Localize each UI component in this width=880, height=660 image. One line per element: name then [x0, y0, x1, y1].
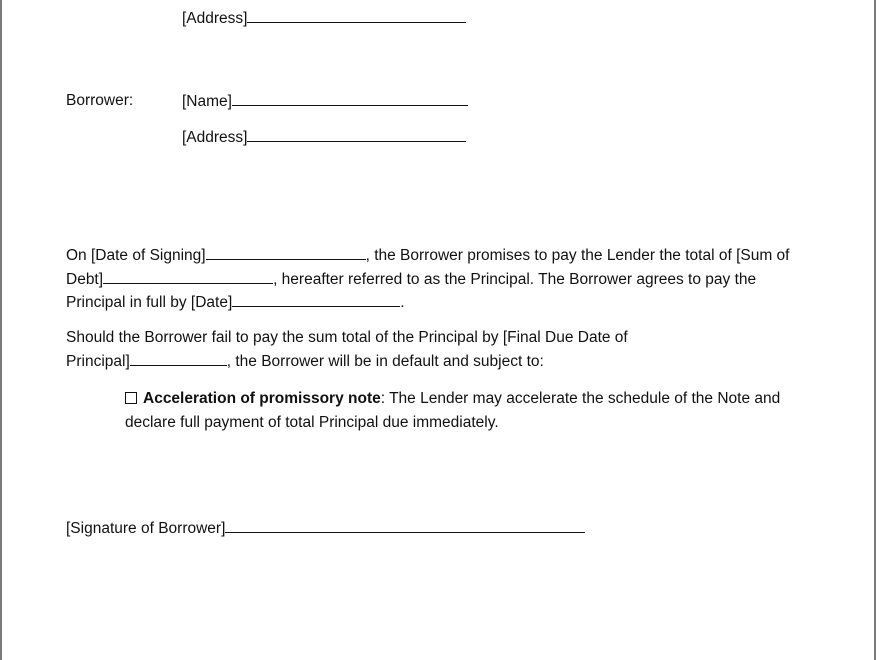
default-subject-text: , the Borrower will be in default and subject to: — [226, 352, 544, 370]
signature-blank[interactable] — [225, 518, 585, 533]
full-by-date-blank[interactable] — [232, 292, 400, 307]
borrower-label: Borrower: — [66, 92, 134, 109]
acceleration-line-2: declare full payment of total Principal due immediately. — [125, 413, 499, 431]
signature-field — [66, 518, 585, 539]
sum-of-debt-label: Debt] — [66, 270, 104, 288]
borrower-address-blank[interactable] — [247, 127, 466, 142]
default-line-1: Should the Borrower fail to pay the sum total of the Principal by [Final Due Date of — [66, 329, 628, 346]
promise-text: , the Borrower promises to pay the Lender the total of [Sum of — [365, 247, 790, 264]
final-due-principal-label: Principal] — [66, 352, 130, 370]
full-by-date-label: Principal in full by [Date] — [66, 294, 233, 311]
acceleration-text-1: : The Lender may accelerate the schedule of the Note and — [380, 390, 781, 407]
borrower-address-field — [182, 127, 466, 148]
borrower-address-label: [Address] — [182, 129, 248, 146]
borrower-name-blank[interactable] — [232, 91, 468, 106]
terms-line-3 — [66, 291, 826, 315]
acceleration-clause — [125, 387, 825, 434]
signature-label: [Signature of Borrower] — [66, 520, 226, 537]
principal-text: , hereafter referred to as the Principal. The Borrower agrees to pay the — [273, 270, 757, 288]
default-paragraph — [66, 326, 826, 373]
acceleration-checkbox[interactable] — [125, 392, 137, 404]
acceleration-line-1 — [125, 387, 825, 411]
date-of-signing-label: On [Date of Signing] — [66, 247, 206, 264]
terms-line-1 — [66, 244, 826, 268]
terms-paragraph — [66, 244, 826, 315]
default-line-2 — [66, 350, 826, 374]
lender-address-field — [182, 8, 466, 29]
final-due-date-blank[interactable] — [130, 351, 227, 366]
lender-address-label: [Address] — [182, 10, 248, 27]
acceleration-title: Acceleration of promissory note — [143, 390, 381, 407]
date-of-signing-blank[interactable] — [206, 245, 366, 260]
terms-period: . — [400, 294, 405, 311]
borrower-name-field — [182, 91, 468, 112]
terms-line-2 — [66, 268, 826, 292]
lender-address-blank[interactable] — [247, 8, 466, 23]
sum-of-debt-blank[interactable] — [103, 269, 273, 284]
borrower-name-label: [Name] — [182, 93, 232, 110]
